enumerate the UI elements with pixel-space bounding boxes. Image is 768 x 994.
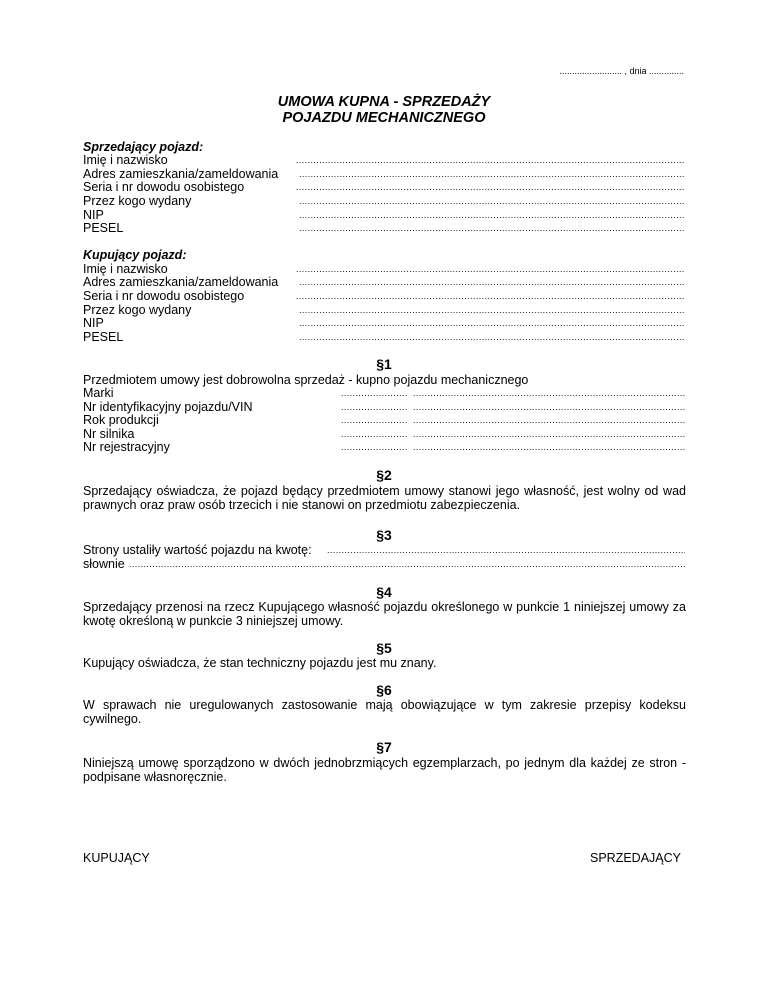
- fill-in-line[interactable]: [341, 386, 407, 400]
- fill-in-line[interactable]: [296, 153, 685, 167]
- price-label: Strony ustaliły wartość pojazdu na kwotę:: [83, 543, 312, 557]
- buyer-heading: Kupujący pojazd:: [83, 248, 187, 262]
- field-label: NIP: [83, 208, 104, 222]
- seller-field-id: [83, 180, 685, 194]
- fill-in-line[interactable]: [299, 303, 685, 317]
- vehicle-field-make: [83, 386, 685, 400]
- section-1-intro: [83, 373, 685, 387]
- fill-in-line[interactable]: [129, 557, 685, 571]
- fill-in-line[interactable]: [341, 440, 407, 454]
- fill-in-line[interactable]: [299, 275, 685, 289]
- seller-field-pesel: [83, 221, 685, 235]
- vehicle-field-registration: [83, 440, 685, 454]
- price-words-label: słownie: [83, 557, 125, 571]
- section-heading-1: §1: [376, 356, 392, 372]
- field-label: Imię i nazwisko: [83, 262, 168, 276]
- vehicle-field-engine: [83, 427, 685, 441]
- section-heading-6: §6: [376, 682, 392, 698]
- section-2-text: Sprzedający oświadcza, że pojazd będący przedmiotem umowy stanowi jego własność, jest wolny od wad prawnych oraz praw osób trzecich i nie stanowi on przedmiotu zabezpieczenia.: [83, 484, 686, 512]
- seller-signature-label: SPRZEDAJĄCY: [590, 851, 681, 865]
- buyer-field-issuer: [83, 303, 685, 317]
- fill-in-line[interactable]: [299, 221, 685, 235]
- buyer-field-address: [83, 275, 685, 289]
- title-line-1: UMOWA KUPNA - SPRZEDAŻY: [277, 94, 491, 110]
- seller-field-nip: [83, 208, 685, 222]
- seller-field-issuer: [83, 194, 685, 208]
- field-label: PESEL: [83, 330, 124, 344]
- seller-field-address: [83, 167, 685, 181]
- field-label: PESEL: [83, 221, 124, 235]
- section-heading-7: §7: [376, 739, 392, 755]
- fill-in-line[interactable]: [296, 289, 685, 303]
- fill-in-line[interactable]: [341, 413, 407, 427]
- field-label: Seria i nr dowodu osobistego: [83, 180, 245, 194]
- field-label: Adres zamieszkania/zameldowania: [83, 275, 279, 289]
- buyer-field-name: [83, 262, 685, 276]
- buyer-signature-label: KUPUJĄCY: [83, 851, 150, 865]
- fill-in-line[interactable]: [299, 167, 685, 181]
- fill-in-line[interactable]: [413, 427, 685, 441]
- field-label: Seria i nr dowodu osobistego: [83, 289, 245, 303]
- section-text: Przedmiotem umowy jest dobrowolna sprzedaż - kupno pojazdu mechanicznego: [83, 373, 529, 387]
- field-label: Nr identyfikacyjny pojazdu/VIN: [83, 400, 253, 414]
- section-5-text: Kupujący oświadcza, że stan techniczny pojazdu jest mu znany.: [83, 656, 437, 670]
- fill-in-line[interactable]: [296, 262, 685, 276]
- price-words-row: [83, 557, 685, 571]
- fill-in-line[interactable]: [341, 427, 407, 441]
- field-label: Rok produkcji: [83, 413, 159, 427]
- section-heading-2: §2: [376, 467, 392, 483]
- price-amount-row: [83, 543, 685, 557]
- field-label: Adres zamieszkania/zameldowania: [83, 167, 279, 181]
- fill-in-line[interactable]: [413, 400, 685, 414]
- title-line-2: POJAZDU MECHANICZNEGO: [282, 110, 486, 126]
- fill-in-line[interactable]: [413, 413, 685, 427]
- buyer-field-id: [83, 289, 685, 303]
- section-7-text: Niniejszą umowę sporządzono w dwóch jednobrzmiących egzemplarzach, po jednym dla każdej ze stron - podpisane własnoręcznie.: [83, 756, 686, 784]
- fill-in-line[interactable]: [327, 543, 685, 557]
- seller-field-name: [83, 153, 685, 167]
- section-heading-3: §3: [376, 527, 392, 543]
- field-label: Przez kogo wydany: [83, 194, 192, 208]
- field-label: Nr silnika: [83, 427, 135, 441]
- fill-in-line[interactable]: [341, 400, 407, 414]
- section-heading-5: §5: [376, 640, 392, 656]
- field-label: Marki: [83, 386, 114, 400]
- date-line: ......................... , dnia ..............: [559, 66, 684, 76]
- fill-in-line[interactable]: [299, 194, 685, 208]
- section-heading-4: §4: [376, 584, 392, 600]
- fill-in-line[interactable]: [299, 208, 685, 222]
- field-label: NIP: [83, 316, 104, 330]
- field-label: Przez kogo wydany: [83, 303, 192, 317]
- fill-in-line[interactable]: [413, 440, 685, 454]
- field-label: Imię i nazwisko: [83, 153, 168, 167]
- vehicle-field-vin: [83, 400, 685, 414]
- fill-in-line[interactable]: [413, 386, 685, 400]
- field-label: Nr rejestracyjny: [83, 440, 170, 454]
- buyer-field-nip: [83, 316, 685, 330]
- fill-in-line[interactable]: [299, 316, 685, 330]
- fill-in-line[interactable]: [296, 180, 685, 194]
- vehicle-field-year: [83, 413, 685, 427]
- section-6-text: W sprawach nie uregulowanych zastosowanie mają obowiązujące w tym zakresie przepisy kodeksu cywilnego.: [83, 698, 686, 726]
- section-4-text: Sprzedający przenosi na rzecz Kupującego własność pojazdu określonego w punkcie 1 niniejszej umowy za kwotę określoną w punkcie 3 niniejszej umowy.: [83, 600, 686, 628]
- seller-heading: Sprzedający pojazd:: [83, 140, 204, 154]
- buyer-field-pesel: [83, 330, 685, 344]
- fill-in-line[interactable]: [299, 330, 685, 344]
